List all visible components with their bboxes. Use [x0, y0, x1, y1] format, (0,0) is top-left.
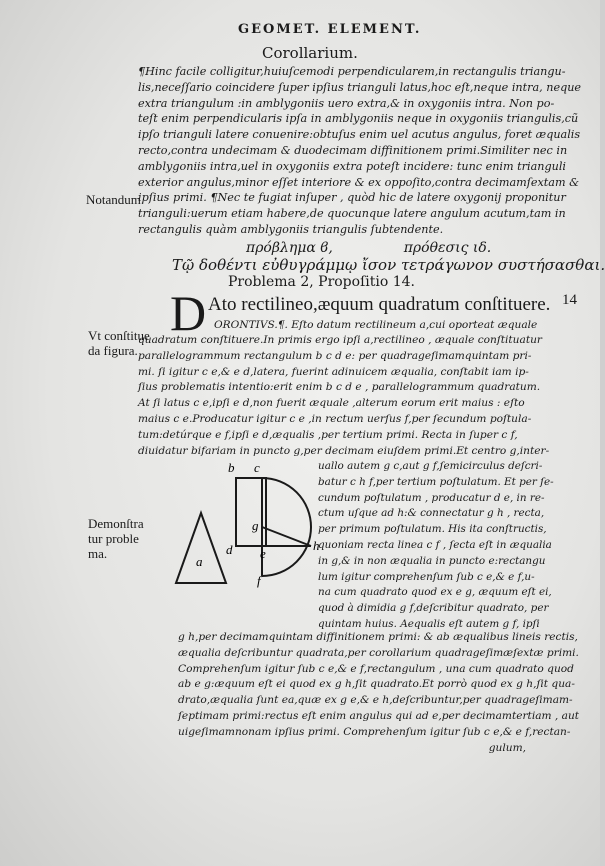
- label-b: b: [228, 460, 235, 475]
- label-g: g: [252, 518, 259, 533]
- text-line: drato,æqualia ſunt ea,quæ ex g e,& e h,deſcribuntur,per quadrageſimam-: [178, 694, 573, 707]
- line-gh: [262, 527, 311, 546]
- text-line: ſeptimam primi:rectus eſt enim angulus qui ad e,per decimamtertiam , aut: [178, 709, 580, 722]
- text-line: lis,neceſſario coincidere ſuper ipſius trianguli latus,hoc eſt,neque intra, neque: [138, 80, 582, 94]
- label-c: c: [254, 460, 260, 475]
- triangle-a: [176, 513, 226, 583]
- text-line: ipſo trianguli latere conuenire:obtuſus enim uel acutus angulus, foret æqualis: [138, 128, 581, 142]
- margin-note-figure: Vt conſtitue da figura.: [88, 328, 150, 358]
- text-line: in g,& in non æqualia in puncto e:rectangu: [318, 554, 546, 567]
- label-a: a: [196, 554, 203, 569]
- greek-proposition: πρόθεσις ιδ.: [403, 240, 492, 256]
- text-line: quoniam recta linea c f , ſecta eſt in æqualia: [318, 538, 552, 551]
- text-line: lum igitur comprehenſum ſub c e,& e f,u-: [318, 570, 535, 583]
- text-line: teſt enim perpendicularis ipſa in amblygoniis neque in oxygoniis triangulis,cũ: [138, 112, 579, 126]
- drop-cap: D: [170, 285, 207, 341]
- text-line: per primum poſtulatum. His ita conſtructis,: [318, 523, 547, 536]
- text-line: maius c e.Producatur igitur c e ,in rectum uerſus f,per ſecundum poſtula-: [138, 412, 532, 425]
- margin-note-notandum: Notandum.: [86, 192, 145, 207]
- text-line: parallelogrammum rectangulum b c d e: per quadrageſimamquintam pri-: [138, 349, 532, 362]
- text-line: tum:detúrque e f,ipſi e d,æqualis ,per tertium primi. Recta in ſuper c f,: [138, 428, 518, 441]
- label-h: h: [313, 538, 320, 553]
- text-line: ctum uſque ad h:& connectatur g h , recta,: [318, 507, 545, 520]
- text-line: Comprehenſum igitur ſub c e,& e f,rectangulum , una cum quadrato quod: [178, 662, 574, 675]
- geometric-figure: [168, 458, 328, 588]
- text-line: æqualia deſcribuntur quadrata,per corollarium quadrageſimæſextæ primi.: [178, 646, 579, 659]
- corollary-heading: Corollarium.: [262, 44, 358, 62]
- greek-problem: πρόβλημα ϐ,: [246, 240, 333, 256]
- problem-label: Problema 2, Propoſitio 14.: [228, 274, 415, 290]
- running-title: GEOMET. ELEMENT.: [238, 22, 422, 37]
- text-line: quadratum conſtituere.In primis ergo ipſi a,rectilineo , æquale conſtituatur: [138, 334, 542, 346]
- label-d: d: [226, 542, 233, 557]
- text-line: uallo autem g c,aut g f,ſemicirculus deſcri-: [318, 460, 543, 472]
- page-number: 14: [562, 292, 577, 308]
- text-line: g h,per decimamquintam diffinitionem primi: & ab æqualibus lineis rectis,: [178, 631, 578, 643]
- text-line: mi. ſi igitur c e,& e d,latera, fuerint adinuicem æqualia, conſtabit iam ip-: [138, 365, 529, 378]
- label-e: e: [260, 546, 266, 561]
- text-line: exterior angulus,minor eſſet interiore & ex oppoſito,contra decimamſextam &: [138, 175, 580, 189]
- text-line: quod à dimidia g f,deſcribitur quadrato, per: [318, 602, 549, 615]
- text-line: batur c h f,per tertium poſtulatum. Et per ſe-: [318, 475, 554, 488]
- corollary-text: [138, 64, 582, 238]
- text-line: ſius problematis intentio:erit enim b c d e , parallelogrammum quadratum.: [138, 381, 541, 394]
- proposition-title: Ato rectilineo,æquum quadratum conſtituere.: [208, 294, 551, 315]
- text-line: At ſi latus c e,ipſi e d,non fuerit æquale ,alterum eorum erit maius : eſto: [138, 397, 525, 410]
- text-line: diuidatur bifariam in puncto g,per decimam eiuſdem primi.Et centro g,inter-: [138, 444, 550, 457]
- margin-note-demonstratur: Demonſtra tur proble ma.: [88, 516, 144, 561]
- text-line: recto,contra undecimam & duodecimam diffinitionem primi.Similiter nec in: [138, 143, 568, 157]
- proof-text-bottom: [178, 630, 580, 756]
- semicircle-chf: [262, 478, 311, 576]
- greek-problem-label: [246, 240, 491, 256]
- text-line: cundum poſtulatum , producatur d e, in re-: [318, 491, 545, 504]
- text-line: rectangulis quàm amblygoniis triangulis ſubtendente.: [138, 222, 444, 236]
- text-line: ORONTIVS.¶. Eſto datum rectilineum a,cui oporteat æquale: [214, 319, 538, 331]
- text-line: ab e g:æquum eſt ei quod ex g h,ſit quadrato.Et porrò quod ex g h,ſit qua-: [178, 678, 575, 691]
- text-line: ipſius primi. ¶Nec te fugiat inſuper , quòd hic de latere oxygonij proponitur: [138, 191, 566, 205]
- text-line: gulum,: [488, 741, 526, 754]
- text-line: ¶Hinc facile colligitur,huiuſcemodi perpendicularem,in rectangulis triangu-: [138, 65, 566, 78]
- proof-text-block: [138, 333, 550, 459]
- text-line: quintam huius. Aequalis eſt autem g f, ipſi: [318, 617, 540, 630]
- label-f: f: [257, 573, 261, 588]
- text-line: trianguli:uerum etiam habere,de quocunque latere angulum acutum,tam in: [138, 207, 566, 221]
- proof-text-top: [214, 318, 544, 334]
- text-line: extra triangulum :in amblygoniis uero extra,& in oxygoniis intra. Non po-: [138, 96, 555, 110]
- proof-text-right: [318, 459, 554, 633]
- text-line: na cum quadrato quod ex e g, æquum eſt ei,: [318, 586, 552, 599]
- text-line: amblygoniis intra,uel in oxygoniis extra poteſt incidere: tunc enim trianguli: [138, 159, 566, 173]
- text-line: uigeſimamnonam ipſius primi. Comprehenſum igitur ſub c e,& e f,rectan-: [178, 725, 571, 738]
- greek-enunciation: Τῷ δοθέντι εὐθυγράμμῳ ἴσον τετράγωνον συστήσασθαι.: [172, 256, 605, 274]
